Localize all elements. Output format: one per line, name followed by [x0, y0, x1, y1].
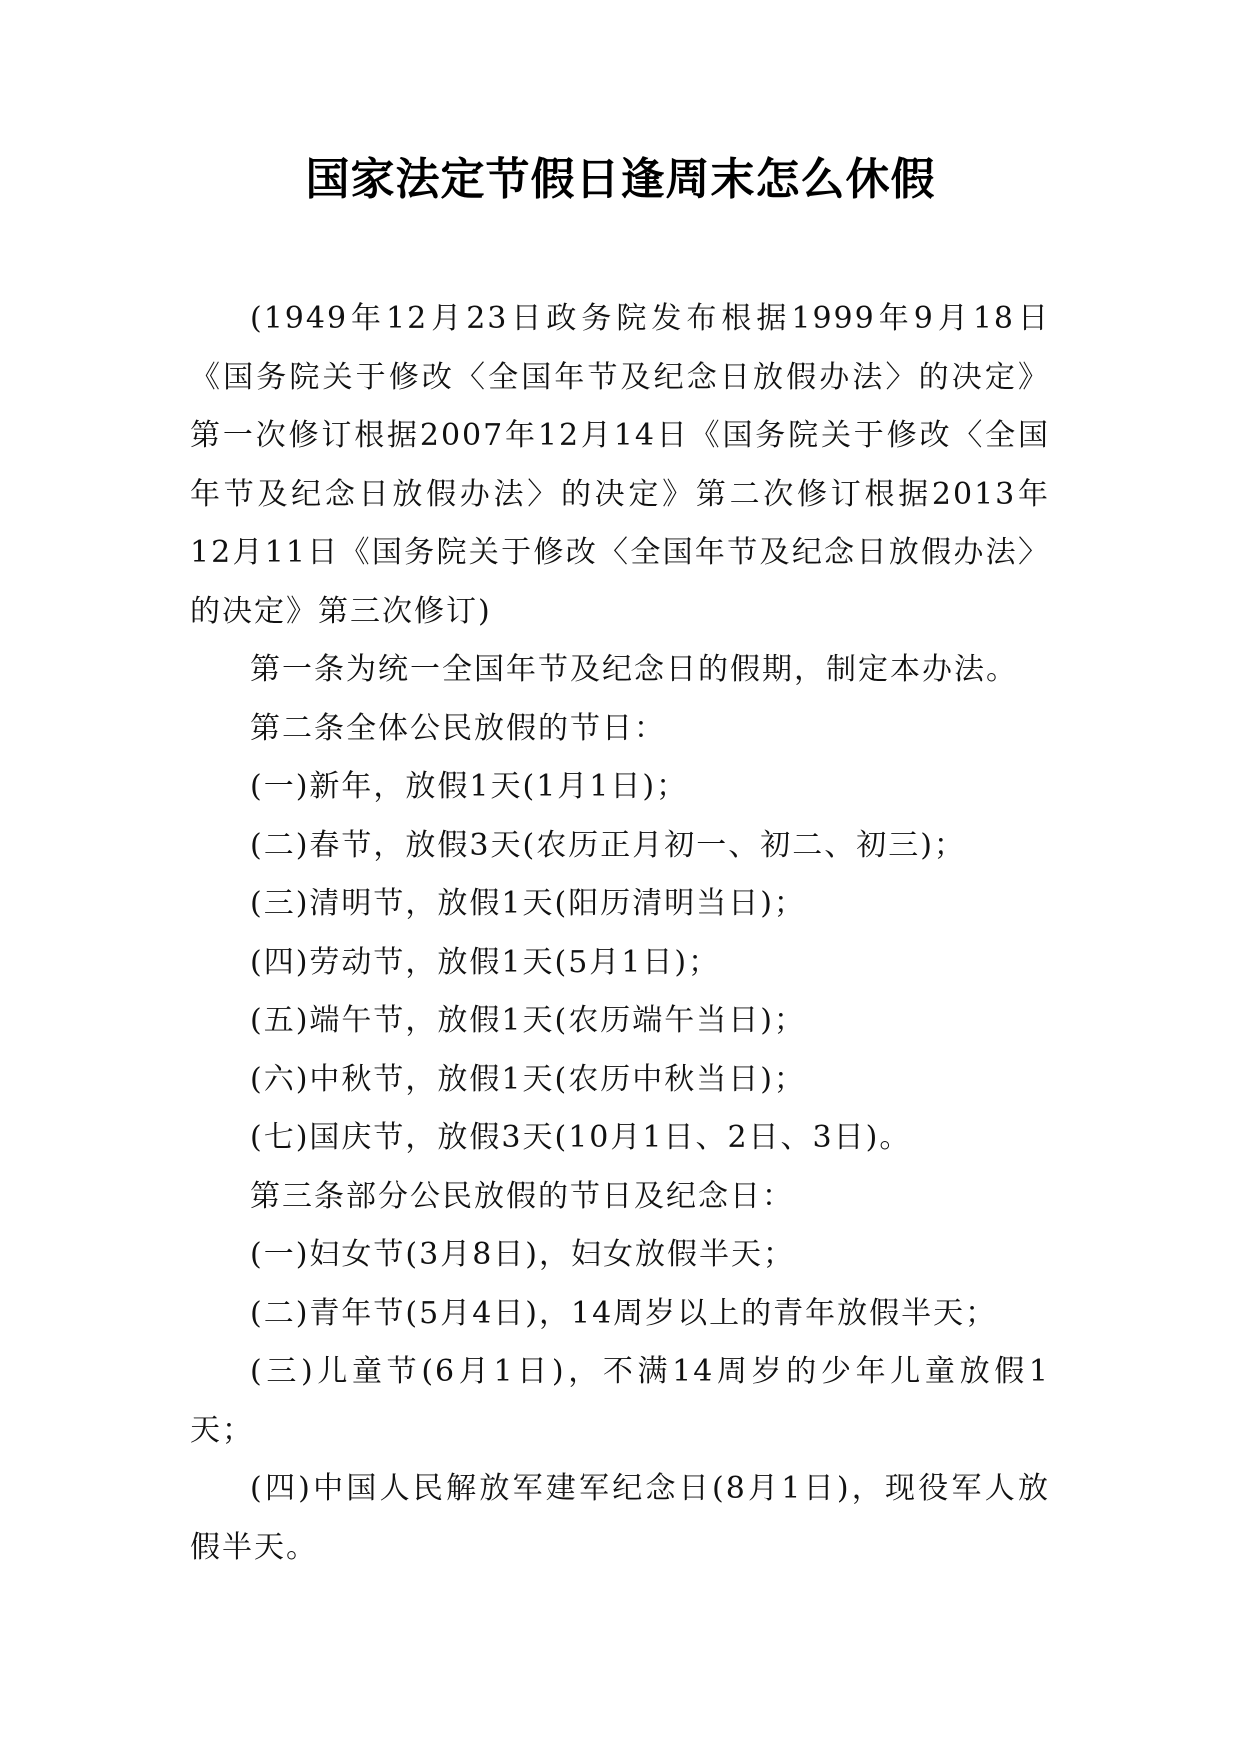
- list-item-army-day: (四)中国人民解放军建军纪念日(8月1日)，现役军人放假半天。: [190, 1471, 1050, 1565]
- document-body: [190, 290, 1050, 1577]
- list-item-youth-day: (二)青年节(5月4日)，14周岁以上的青年放假半天；: [250, 1295, 998, 1331]
- paragraph-preamble: (1949年12月23日政务院发布根据1999年9月18日《国务院关于修改〈全国年节及纪念日放假办法〉的决定》第一次修订根据2007年12月14日《国务院关于修改〈全国年节及纪念日放假办法〉的决定》第二次修订根据2013年12月11日《国务院关于修改〈全国年节及纪念日放假办法〉的决定》第三次修订): [190, 301, 1050, 629]
- list-item-mid-autumn: (六)中秋节，放假1天(农历中秋当日)；: [250, 1061, 806, 1097]
- list-item-childrens-day: (三)儿童节(6月1日)，不满14周岁的少年儿童放假1天；: [190, 1354, 1050, 1448]
- list-item-spring-festival: (二)春节，放假3天(农历正月初一、初二、初三)；: [250, 827, 966, 863]
- paragraph-article-1: 第一条为统一全国年节及纪念日的假期，制定本办法。: [250, 652, 1018, 687]
- paragraph-article-3: 第三条部分公民放假的节日及纪念日：: [250, 1178, 794, 1214]
- list-item-dragon-boat: (五)端午节，放假1天(农历端午当日)；: [250, 1003, 806, 1038]
- list-item-new-year: (一)新年，放假1天(1月1日)；: [250, 769, 689, 804]
- list-item-national-day: (七)国庆节，放假3天(10月1日、2日、3日)。: [250, 1120, 912, 1155]
- paragraph-article-2: 第二条全体公民放假的节日：: [250, 710, 666, 746]
- list-item-labor-day: (四)劳动节，放假1天(5月1日)；: [250, 944, 721, 980]
- list-item-womens-day: (一)妇女节(3月8日)，妇女放假半天；: [250, 1237, 795, 1272]
- list-item-qingming: (三)清明节，放假1天(阳历清明当日)；: [250, 886, 806, 921]
- document-title: 国家法定节假日逢周末怎么休假: [305, 154, 936, 205]
